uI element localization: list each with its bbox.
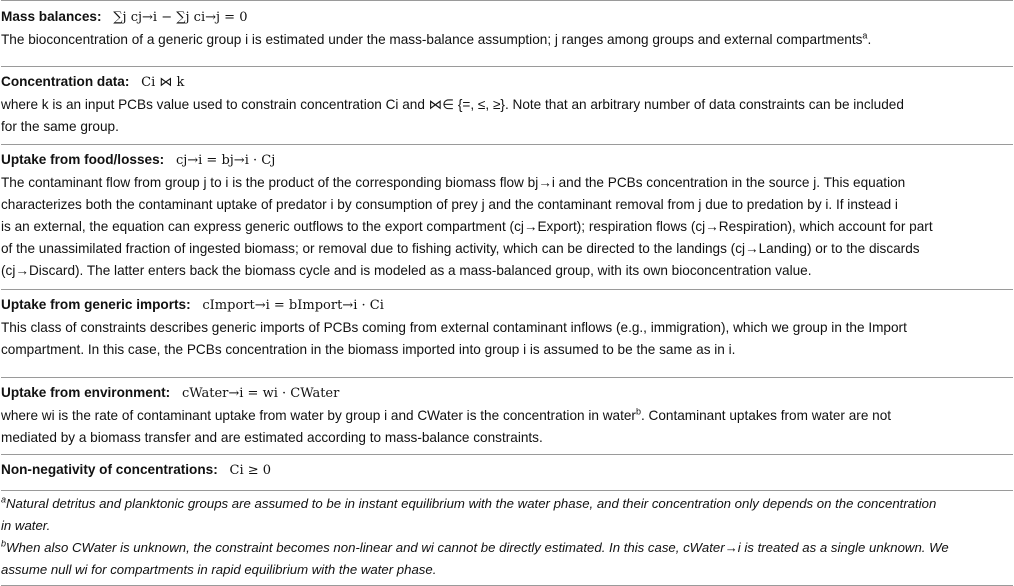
row-heading-line [1,382,1013,405]
row-formula: cj→i = bj→i · Cj [175,153,276,168]
row-heading: Uptake from generic imports: [1,297,191,312]
footnote-text: When also CWater is unknown, the constraint becomes non-linear and wi cannot be directly estimated. In this case, cWater→i is treated as a single unknown. We [6,540,949,555]
footnote-a-line-1 [1,493,1013,515]
footnotes [1,490,1013,581]
footnote-mark-b: b [1,538,7,549]
row-heading-line [1,71,1013,94]
row-heading: Non-negativity of concentrations: [1,462,218,477]
row-heading-line [1,6,1013,29]
row-description-line-2: mediated by a biomass transfer and are estimated according to mass-balance constraints. [1,430,543,445]
footnote-mark-a: a [1,494,7,505]
row-uptake-imports [1,289,1013,361]
row-description-line-3: is an external, the equation can express generic outflows to the export compartment (cj→Export); respiration flows (cj→Respiration), which account for part [1,219,933,234]
row-mass-balances [1,2,1013,51]
row-description-line-2: for the same group. [1,119,119,134]
row-uptake-food [1,144,1013,282]
row-heading: Concentration data: [1,74,130,89]
row-text-tail: . Contaminant uptakes from water are not [640,408,892,423]
row-formula: cImport→i = bImport→i · Ci [202,298,384,313]
row-formula: ∑j cj→i − ∑j ci→j = 0 [113,10,248,25]
row-description-line-2: compartment. In this case, the PCBs concentration in the biomass imported into group i is assumed to be the same as in i. [1,342,736,357]
row-description-line-1: where k is an input PCBs value used to constrain concentration Ci and ⋈∈ {=, ≤, ≥}. Note that an arbitrary number of data constraints can be included [1,97,904,112]
footnote-text: Natural detritus and planktonic groups are assumed to be in instant equilibrium with the water phase, and their concentration only depends on the concentration [6,496,937,511]
row-description-line-1: This class of constraints describes generic imports of PCBs coming from external contaminant inflows (e.g., immigration), which we group in the Import [1,320,907,335]
row-uptake-environment [1,377,1013,449]
row-heading-line [1,294,1013,317]
footnote-b-line-2: assume null wi for compartments in rapid equilibrium with the water phase. [1,562,437,577]
row-description-line-1 [1,405,1013,427]
footnote-a-line-2: in water. [1,518,51,533]
row-text-tail: . [867,32,872,47]
row-formula: cWater→i = wi · CWater [181,386,340,401]
row-heading: Uptake from environment: [1,385,171,400]
row-description-line-5: (cj→Discard). The latter enters back the biomass cycle and is modeled as a mass-balanced group, with its own bioconcentration value. [1,263,812,278]
row-description-line-1: The contaminant flow from group j to i is the product of the corresponding biomass flow bj→i and the PCBs concentration in the source j. This equation [1,175,906,190]
row-heading: Mass balances: [1,9,102,24]
row-non-negativity [1,454,1013,482]
footnote-ref-a: a [862,30,868,41]
row-concentration-data [1,66,1013,138]
row-heading: Uptake from food/losses: [1,152,165,167]
table-top-rule [1,0,1013,1]
footnote-b-line-1 [1,537,1013,559]
row-description-line-2: characterizes both the contaminant uptake of predator i by consumption of prey j and the contaminant removal from j due to predation by i. If instead i [1,197,898,212]
row-description-line-4: of the unassimilated fraction of ingested biomass; or removal due to fishing activity, which can be directed to the landings (cj→Landing) or to the discards [1,241,920,256]
footnote-ref-b: b [635,406,641,417]
row-text: where wi is the rate of contaminant uptake from water by group i and CWater is the concentration in water [1,408,636,423]
row-heading-line [1,149,1013,172]
row-text: The bioconcentration of a generic group i is estimated under the mass-balance assumption; j ranges among groups and external compartments [1,32,863,47]
row-formula: Ci ⋈ k [141,75,185,90]
row-description [1,29,1013,51]
row-formula: Ci ≥ 0 [229,463,272,478]
row-heading-line [1,459,1013,482]
